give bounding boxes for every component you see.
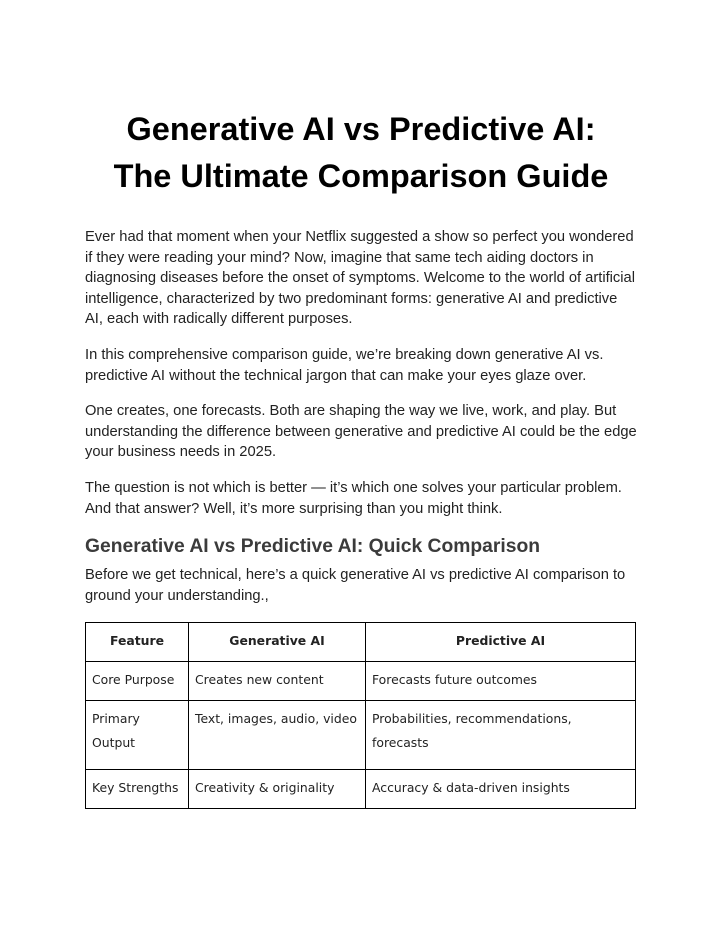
table-header-cell: Predictive AI bbox=[366, 623, 636, 662]
table-cell: Creates new content bbox=[189, 662, 366, 701]
table-cell: Forecasts future outcomes bbox=[366, 662, 636, 701]
table-row bbox=[86, 701, 636, 770]
table-cell: Core Purpose bbox=[86, 662, 189, 701]
table-row bbox=[86, 662, 636, 701]
table-header-row bbox=[86, 623, 636, 662]
table-cell: Primary Output bbox=[86, 701, 189, 770]
table-cell: Probabilities, recommendations, forecasts bbox=[366, 701, 636, 770]
intro-paragraph-3: One creates, one forecasts. Both are shaping the way we live, work, and play. But understanding the difference between generative and predictive AI could be the edge your business needs in 2025. bbox=[85, 403, 637, 461]
table-cell: Creativity & originality bbox=[189, 770, 366, 809]
intro-section bbox=[85, 227, 637, 519]
intro-paragraph-4: The question is not which is better — it’s which one solves your particular problem. And that answer? Well, it’s more surprising than you might think. bbox=[85, 479, 622, 517]
section-lead-paragraph: Before we get technical, here’s a quick generative AI vs predictive AI comparison to ground your understanding., bbox=[85, 567, 626, 604]
page-title bbox=[85, 106, 637, 200]
table-cell: Text, images, audio, video bbox=[189, 701, 366, 770]
table-cell: Key Strengths bbox=[86, 770, 189, 809]
table-header-cell: Feature bbox=[86, 623, 189, 662]
table-header-cell: Generative AI bbox=[189, 623, 366, 662]
table-row bbox=[86, 770, 636, 809]
section-heading: Generative AI vs Predictive AI: Quick Comparison bbox=[85, 536, 541, 558]
document-page bbox=[85, 106, 637, 809]
page-title-line-2: The Ultimate Comparison Guide bbox=[113, 158, 609, 194]
page-title-line-1: Generative AI vs Predictive AI: bbox=[126, 111, 596, 147]
intro-paragraph-1: Ever had that moment when your Netflix suggested a show so perfect you wondered if they were reading your mind? Now, imagine that same tech aiding doctors in diagnosing diseases before the onset of symptoms. Welcome to the world of artificial intelligence, characterized by two predominant forms: generative AI and predictive AI, each with radically different purposes. bbox=[85, 229, 635, 328]
comparison-table bbox=[85, 622, 636, 809]
intro-paragraph-2: In this comprehensive comparison guide, we’re breaking down generative AI vs. predictive AI without the technical jargon that can make your eyes glaze over. bbox=[85, 346, 604, 384]
table-cell: Accuracy & data-driven insights bbox=[366, 770, 636, 809]
